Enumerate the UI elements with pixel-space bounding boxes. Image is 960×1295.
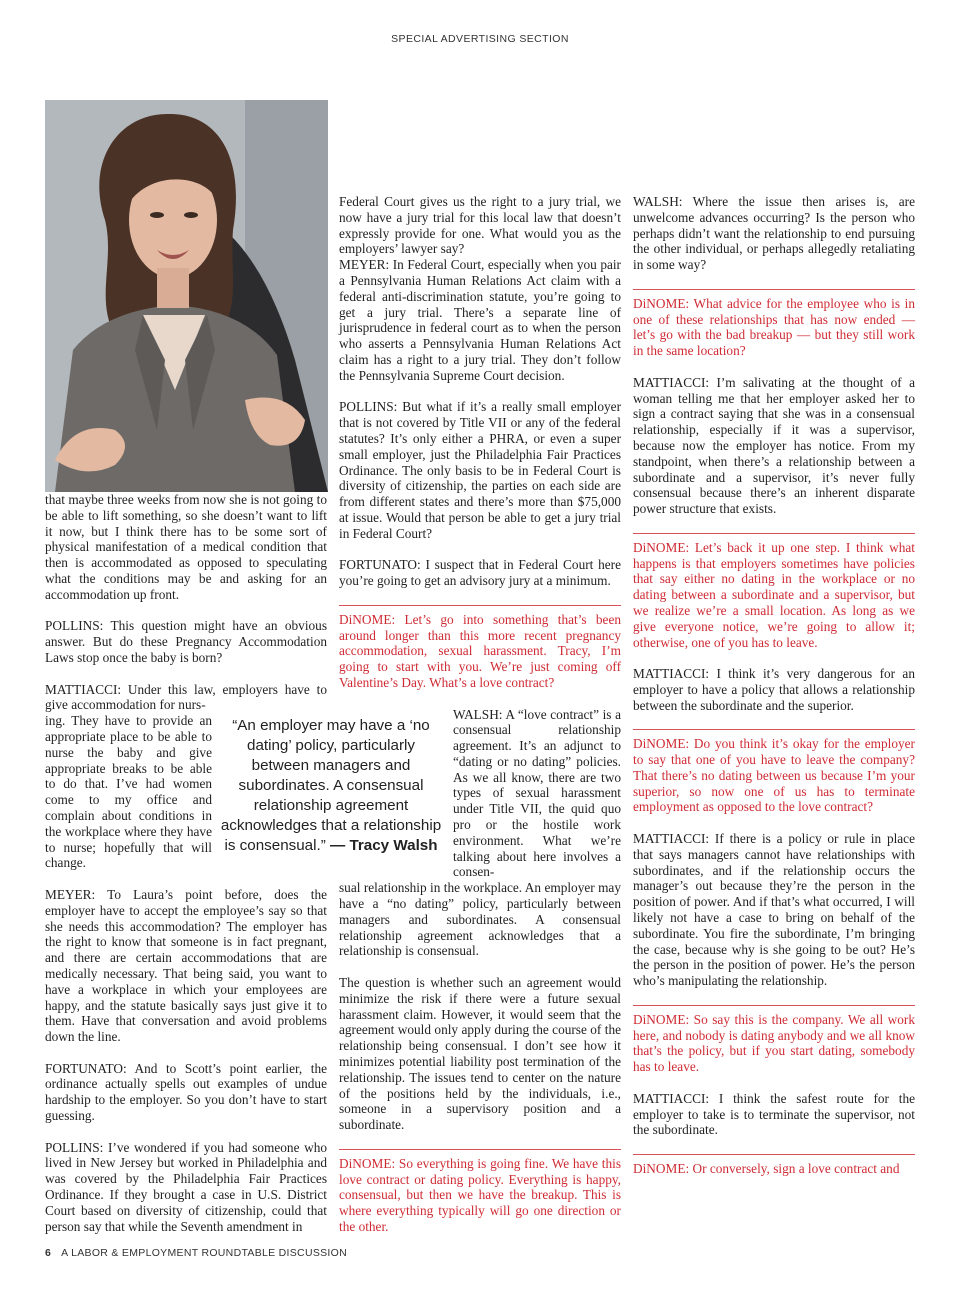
paragraph: POLLINS: I’ve wondered if you had someone who lived in New Jersey but worked in Philadelphia and was covered by the Philadelphia Fair Practices Ordinance. If they brought a case in U.S. District Court based on diversity of citizenship, could that person say that while the Seventh amendment in <box>45 1139 327 1234</box>
moderator-question: DiNOME: What advice for the employee who is in one of these relationships that has now ended — let’s go with the bad breakup — but they still work in the same location? <box>633 289 915 359</box>
speaker-photo-illustration <box>45 100 328 492</box>
paragraph: WALSH: A “love contract” is a consensual relationship agreement. It’s an adjunct to “dating or no dating” policies. As we all know, there are two types of sexual harassment under Title VII, the quid quo pro or the hostile work environment. What we’re talking about here involves a consen- <box>453 706 621 880</box>
paragraph: Federal Court gives us the right to a jury trial, we now have a jury trial for this local law that doesn’t expressly provide for one. What would you as the employers’ lawyer say? <box>339 194 621 257</box>
paragraph: The question is whether such an agreement would minimize the risk if there were a future sexual harassment claim. However, it would seem that the agreement would only apply during the course of the relationship being consensual. I don’t see how it minimizes potential liability post termination of the relationship. The issues tend to center on the nature of the positions held by the individuals, i.e., someone in a supervisory position and a subordinate. <box>339 975 621 1133</box>
paragraph: MEYER: In Federal Court, especially when you pair a Pennsylvania Human Relations Act claim with a federal anti-discrimination statute, you’re going to get a jury trial. There’s a separate line of jurisprudence in federal court as to when the person who asserts a Pennsylvania Human Relations Act claim has a right to a jury trial. They don’t follow the Pennsylvania Supreme Court decision. <box>339 257 621 383</box>
page-number: 6 <box>45 1247 52 1259</box>
paragraph: MATTIACCI: I think it’s very dangerous for an employer to have a policy that allows a relationship between the subordinate and the superior. <box>633 666 915 713</box>
moderator-question: DiNOME: Let’s go into something that’s been around longer than this more recent pregnancy accommodation, sexual harassment. Tracy, I’m going to start with you. We’re just coming off Valentine’s Day. What’s a love contract? <box>339 605 621 691</box>
paragraph: POLLINS: This question might have an obvious answer. But do these Pregnancy Accommodation Laws stop once the baby is born? <box>45 618 327 665</box>
moderator-question: DiNOME: So everything is going fine. We have this love contract or dating policy. Everything is happy, consensual, but then we have the breakup. This is where everything typically will go one direction or the other. <box>339 1149 621 1235</box>
moderator-question: DiNOME: Or conversely, sign a love contract and <box>633 1154 915 1177</box>
paragraph: MATTIACCI: I think the safest route for the employer to take is to terminate the supervisor, not the subordinate. <box>633 1090 915 1138</box>
paragraph: sual relationship in the workplace. An employer may have a “no dating” policy, particularly between managers and subordinates. A consensual relationship agreement acknowledges that a relationship is consensual. <box>339 880 621 959</box>
page-footer <box>45 1247 347 1259</box>
paragraph: MATTIACCI: If there is a policy or rule in place that says managers cannot have relationships with subordinates, and if the relationship occurs the manager’s out because they’re the person in the position of power. And if that’s what occurred, I will likely not have a case to bring on behalf of the subordinate. You fire the subordinate, I’m bringing the case, because why is she going to be out? He’s the person in the position of power. He’s the person who’s manipulating the relationship. <box>633 831 915 989</box>
paragraph: FORTUNATO: And to Scott’s point earlier, the ordinance actually spells out examples of undue hardship to the employer. So you don’t have to start guessing. <box>45 1060 327 1124</box>
column-2 <box>339 194 621 1235</box>
column-3 <box>633 194 915 1177</box>
moderator-question: DiNOME: Do you think it’s okay for the employer to say that one of you have to leave the company? That there’s no dating between us because I’m your superior, so now one of us has to terminate employment as opposed to the love contract? <box>633 729 915 815</box>
paragraph: that maybe three weeks from now she is not going to be able to lift something, so she doesn’t want to lift it now, but I think there has to be some sort of physical manifestation of a medical condition that then is accommodated as opposed to speculating what the conditions may be and asking for an accommodation up front. <box>45 492 327 602</box>
paragraph: MATTIACCI: Under this law, employers have to give accommodation for nurs- <box>45 681 327 713</box>
pull-quote-text: “An employer may have a ‘no dating’ policy, particularly between managers and subordinates. A consensual relationship agreement acknowledges that a relationship is consensual.” <box>220 717 442 854</box>
speaker-photo <box>45 100 328 492</box>
pull-quote-attribution: — Tracy Walsh <box>330 837 438 854</box>
paragraph: MATTIACCI: I’m salivating at the thought of a woman telling me that her employer asked her to sign a contract saying that she was in a consensual relationship, especially if it was a supervisor, because now the employer has notice. From my standpoint, when there’s a relationship between a subordinate and a supervisor, it’s never fully consensual because there’s an inherent disparate power structure that exists. <box>633 374 915 517</box>
section-header: SPECIAL ADVERTISING SECTION <box>391 33 569 45</box>
paragraph: WALSH: Where the issue then arises is, are unwelcome advances occurring? Is the person who perhaps didn’t want the relationship to end pursuing the other individual, or perhaps allegedly retaliating in some way? <box>633 194 915 273</box>
paragraph: POLLINS: But what if it’s a really small employer that is not covered by Title VII or any of the federal statutes? It’s only either a PHRA, or even a super small employer, just the Philadelphia Fair Practices Ordinance. The only basis to be in Federal Court is diversity of citizenship, the parties on each side are from different states and there’s more than $75,000 at issue. Would that person be able to get a jury trial in Federal Court? <box>339 399 621 541</box>
paragraph: MEYER: To Laura’s point before, does the employer have to accept the employee’s say so that she needs this accommodation? The employer has the right to know that someone is in fact pregnant, and there are certain accommodations that are medically necessary. That being said, you want to have a workplace in which your employees are happy, and the statute basically says just give it to them. Have that conversation and avoid problems down the line. <box>45 886 327 1045</box>
paragraph: ing. They have to provide an appropriate place to be able to nurse the baby and give appropriate breaks to be able to do that. I’ve had women come to my office and complain about conditions in the workplace where they have to nurse; hopefully that will change. <box>45 713 212 871</box>
moderator-question: DiNOME: Let’s back it up one step. I think what happens is that employers sometimes have policies that say either no dating in the workplace or no dating between a subordinate and a supervisor, but we realize we’re a small location. As long as we give everyone notice, we’re going to allow it; otherwise, one of you has to leave. <box>633 533 915 651</box>
column-1 <box>45 492 327 1234</box>
footer-section-title: A LABOR & EMPLOYMENT ROUNDTABLE DISCUSSION <box>61 1247 347 1259</box>
paragraph: FORTUNATO: I suspect that in Federal Court here you’re going to get an advisory jury at a minimum. <box>339 557 621 589</box>
moderator-question: DiNOME: So say this is the company. We all work here, and nobody is dating anybody and we all know that’s the policy, but if you start dating, somebody has to leave. <box>633 1005 915 1075</box>
pull-quote <box>220 716 442 856</box>
